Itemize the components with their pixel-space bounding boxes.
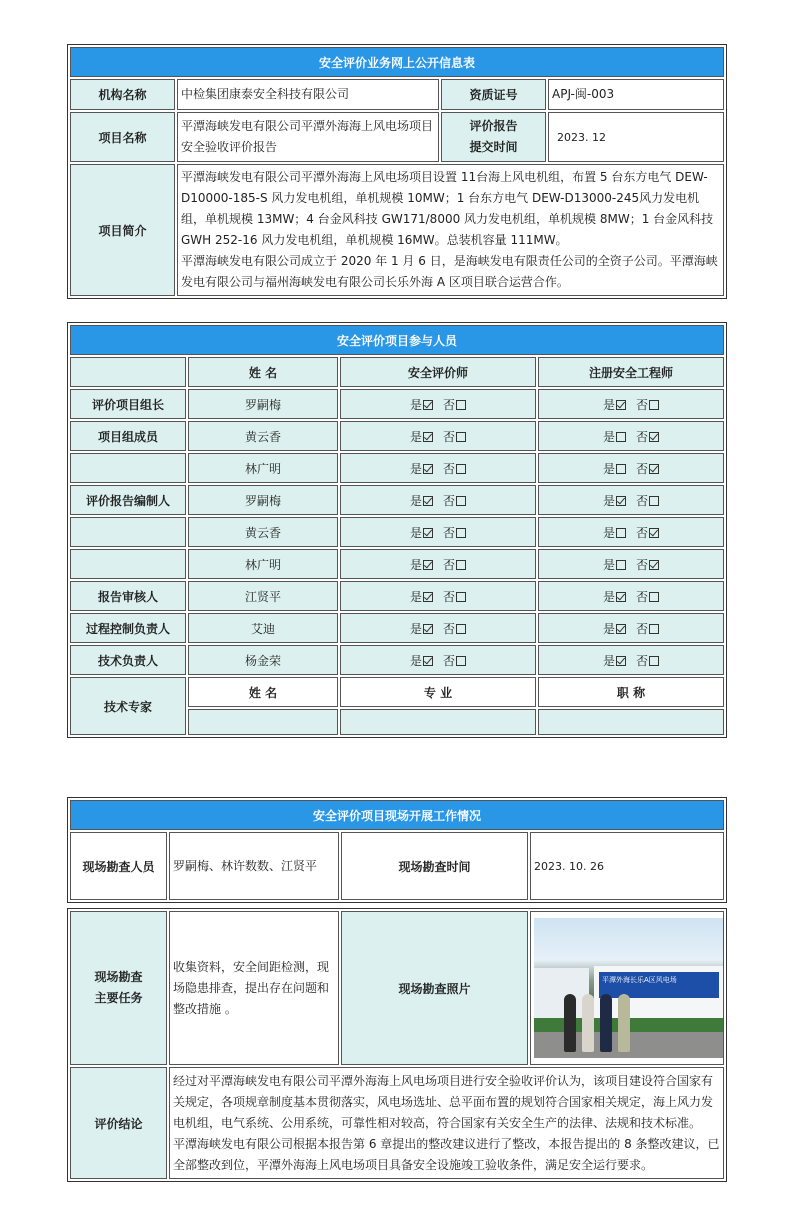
empty-box-icon [456,400,466,410]
site-time-label: 现场勘查时间 [341,832,528,900]
yes-label: 是 [409,557,422,572]
staff-role [70,453,186,483]
info-title: 安全评价业务网上公开信息表 [70,47,724,77]
intro-value [177,164,724,296]
conclusion-value [169,1067,724,1179]
yes-label: 是 [602,621,615,636]
staff-row [70,645,724,675]
empty-box-icon [649,592,659,602]
site-task-label [70,911,167,1065]
site-task-value: 收集资料，安全间距检测，现场隐患排查，提出存在问题和整改措施 。 [169,911,339,1065]
empty-box-icon [456,592,466,602]
checked-box-icon [423,624,433,634]
yes-label: 是 [409,589,422,604]
staff-row [70,549,724,579]
report-time-label-1: 评价报告 [469,119,518,133]
no-label: 否 [443,493,456,508]
no-label: 否 [443,621,456,636]
site-detail-table [67,908,727,1182]
no-label: 否 [636,461,649,476]
checked-box-icon [649,464,659,474]
staff-row [70,485,724,515]
conclusion-paragraph-2: 平潭海峡发电有限公司根据本报告第 6 章提出的整改建议进行了整改，本报告提出的 8 条整改建议，已全部整改到位，平潭外海海上风电场项目具备安全设施竣工验收条件，满足安全运行要求。 [173,1136,720,1172]
staff-evaluator-check [340,453,536,483]
info-table [67,44,727,299]
empty-box-icon [649,624,659,634]
empty-box-icon [456,464,466,474]
staff-role: 评价报告编制人 [70,485,186,515]
no-label: 否 [443,589,456,604]
staff-engineer-check [538,517,724,547]
no-label: 否 [636,653,649,668]
checked-box-icon [423,400,433,410]
org-label: 机构名称 [70,79,175,110]
yes-label: 是 [602,653,615,668]
site-photo [534,918,723,1058]
staff-engineer-check [538,485,724,515]
staff-title: 安全评价项目参与人员 [70,325,724,355]
empty-box-icon [456,624,466,634]
empty-box-icon [649,496,659,506]
yes-label: 是 [409,461,422,476]
no-label: 否 [443,525,456,540]
expert-col-major: 专 业 [340,677,536,707]
empty-box-icon [616,528,626,538]
empty-box-icon [456,656,466,666]
empty-box-icon [649,656,659,666]
staff-engineer-check [538,389,724,419]
intro-paragraph-1: 平潭海峡发电有限公司平潭外海海上风电场项目设置 11台海上风电机组，布置 5 台东方电气 DEW-D10000-185-S 风力发电机组，单机规模 10MW；1 台东方电气 DEW-D13000-245风力发电机组，单机规模 13MW；4 台金风科技 GW171/8000 风力发电机组，单机规模 8MW；1 台金风科技 GWH 252-16 风力发电机组，单机规模 16MW。总装机容量 111MW。 [181,170,714,247]
no-label: 否 [636,589,649,604]
yes-label: 是 [602,589,615,604]
staff-engineer-check [538,421,724,451]
staff-evaluator-check [340,549,536,579]
no-label: 否 [636,621,649,636]
staff-name: 林广明 [188,549,338,579]
checked-box-icon [423,464,433,474]
yes-label: 是 [602,429,615,444]
checked-box-icon [423,656,433,666]
checked-box-icon [616,656,626,666]
site-photo-cell [530,911,724,1065]
intro-label: 项目简介 [70,164,175,296]
no-label: 否 [443,461,456,476]
yes-label: 是 [409,525,422,540]
conclusion-paragraph-1: 经过对平潭海峡发电有限公司平潭外海海上风电场项目进行安全验收评价认为，该项目建设符合国家有关规定，各项规章制度基本贯彻落实，风电场选址、总平面布置的规划符合国家相关规定，海上风力发电机组，电气系统、公用系统，可靠性相对较高，符合国家有关安全生产的法律、法规和技术标准。 [173,1073,714,1130]
expert-label: 技术专家 [70,677,186,735]
checked-box-icon [649,560,659,570]
site-people-value: 罗嗣梅、林许数数、江贤平 [169,832,339,900]
staff-row [70,421,724,451]
staff-name: 艾迪 [188,613,338,643]
checked-box-icon [616,624,626,634]
staff-evaluator-check [340,421,536,451]
staff-engineer-check [538,549,724,579]
staff-evaluator-check [340,517,536,547]
staff-role: 项目组成员 [70,421,186,451]
no-label: 否 [636,493,649,508]
no-label: 否 [443,397,456,412]
empty-box-icon [456,560,466,570]
site-title: 安全评价项目现场开展工作情况 [70,800,724,830]
yes-label: 是 [602,525,615,540]
project-value: 平潭海峡发电有限公司平潭外海海上风电场项目安全验收评价报告 [177,112,439,162]
no-label: 否 [636,429,649,444]
staff-role: 报告审核人 [70,581,186,611]
yes-label: 是 [602,493,615,508]
staff-engineer-check [538,581,724,611]
staff-role: 过程控制负责人 [70,613,186,643]
checked-box-icon [649,432,659,442]
yes-label: 是 [409,653,422,668]
staff-row [70,517,724,547]
cert-label: 资质证号 [441,79,546,110]
staff-role: 技术负责人 [70,645,186,675]
staff-row [70,581,724,611]
empty-box-icon [456,432,466,442]
no-label: 否 [443,557,456,572]
staff-engineer-check [538,453,724,483]
report-time-label-2: 提交时间 [469,140,518,154]
no-label: 否 [443,429,456,444]
checked-box-icon [616,400,626,410]
staff-evaluator-check [340,613,536,643]
empty-box-icon [616,432,626,442]
report-time-text: 2023. 12 [557,130,606,144]
empty-box-icon [456,496,466,506]
photo-building-left [534,968,589,1023]
staff-header-blank [70,357,186,387]
photo-sign: 平潭外海长乐A区风电场 [599,972,719,998]
no-label: 否 [636,557,649,572]
expert-col-title: 职 称 [538,677,724,707]
staff-row [70,389,724,419]
yes-label: 是 [602,397,615,412]
no-label: 否 [443,653,456,668]
empty-box-icon [616,560,626,570]
expert-col-name: 姓 名 [188,677,338,707]
checked-box-icon [616,496,626,506]
site-time-value: 2023. 10. 26 [530,832,724,900]
photo-person-3 [600,994,612,1052]
staff-evaluator-check [340,389,536,419]
no-label: 否 [636,397,649,412]
yes-label: 是 [409,621,422,636]
staff-name: 杨金荣 [188,645,338,675]
report-time-label [441,112,546,162]
yes-label: 是 [409,397,422,412]
photo-person-1 [564,994,576,1052]
staff-col-engineer: 注册安全工程师 [538,357,724,387]
staff-table [67,322,727,738]
yes-label: 是 [602,461,615,476]
checked-box-icon [423,560,433,570]
checked-box-icon [423,528,433,538]
cert-value: APJ-闽-003 [548,79,724,110]
staff-name: 江贤平 [188,581,338,611]
staff-col-name: 姓 名 [188,357,338,387]
org-value: 中检集团康泰安全科技有限公司 [177,79,439,110]
staff-col-evaluator: 安全评价师 [340,357,536,387]
checked-box-icon [423,592,433,602]
no-label: 否 [636,525,649,540]
site-people-label: 现场勘查人员 [70,832,167,900]
expert-title-empty [538,709,724,735]
empty-box-icon [456,528,466,538]
site-task-label-1: 现场勘查 [94,970,143,984]
staff-rows [70,389,724,675]
checked-box-icon [423,432,433,442]
checked-box-icon [616,592,626,602]
expert-name-empty [188,709,338,735]
staff-name: 罗嗣梅 [188,389,338,419]
staff-name: 罗嗣梅 [188,485,338,515]
staff-role [70,549,186,579]
staff-name: 黄云香 [188,517,338,547]
site-task-label-2: 主要任务 [94,991,143,1005]
staff-name: 黄云香 [188,421,338,451]
site-photo-label: 现场勘查照片 [341,911,528,1065]
project-label: 项目名称 [70,112,175,162]
empty-box-icon [649,400,659,410]
expert-major-empty [340,709,536,735]
staff-name: 林广明 [188,453,338,483]
report-time-value [548,112,724,162]
photo-person-4 [618,994,630,1052]
yes-label: 是 [409,429,422,444]
staff-role: 评价项目组长 [70,389,186,419]
staff-row [70,613,724,643]
staff-role [70,517,186,547]
yes-label: 是 [409,493,422,508]
staff-evaluator-check [340,645,536,675]
staff-row [70,453,724,483]
conclusion-label: 评价结论 [70,1067,167,1179]
staff-engineer-check [538,613,724,643]
site-table [67,797,727,903]
yes-label: 是 [602,557,615,572]
empty-box-icon [616,464,626,474]
staff-engineer-check [538,645,724,675]
staff-evaluator-check [340,581,536,611]
checked-box-icon [423,496,433,506]
staff-evaluator-check [340,485,536,515]
intro-paragraph-2: 平潭海峡发电有限公司成立于 2020 年 1 月 6 日，是海峡发电有限责任公司的全资子公司。平潭海峡发电有限公司与福州海峡发电有限公司长乐外海 A 区项目联合运营合作。 [181,254,718,289]
photo-person-2 [582,994,594,1052]
checked-box-icon [649,528,659,538]
